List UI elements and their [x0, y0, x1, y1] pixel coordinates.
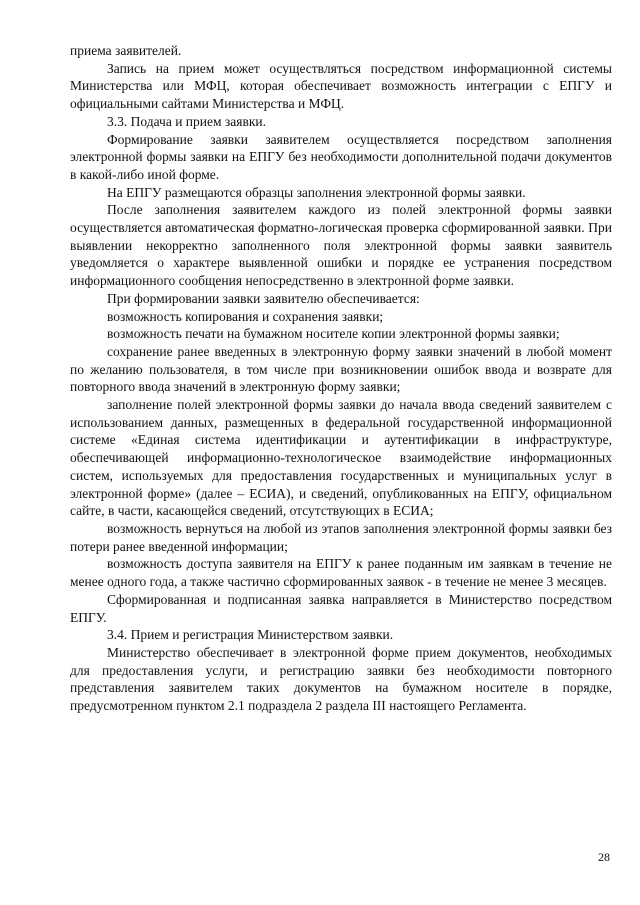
paragraph: сохранение ранее введенных в электронную форму заявки значений в любой момент по желанию пользователя, в том числе при возникновении ошибок ввода и возврате для повторного ввода значений в электронную форму заявки;: [70, 343, 612, 395]
paragraph: приема заявителей.: [70, 43, 182, 58]
paragraph: заполнение полей электронной формы заявки до начала ввода сведений заявителем с использованием данных, размещенных в федеральной государственной информационной системе «Единая система идентификации и аутентификации в инфраструктуре, обеспечивающей информационно-технологическое взаимодействие информационных систем, используемых для предоставления государственных и муниципальных услуг в электронной форме» (далее – ЕСИА), и сведений, опубликованных на ЕПГУ, официальном сайте, в части, касающейся сведений, отсутствующих в ЕСИА;: [70, 397, 612, 519]
paragraph: На ЕПГУ размещаются образцы заполнения электронной формы заявки.: [107, 184, 526, 200]
paragraph: Министерство обеспечивает в электронной форме прием документов, необходимых для предоставления услуги, и регистрацию заявки без необходимости повторного представления заявителем таких документов на бумажном носителе в порядке, предусмотренном пунктом 2.1 подраздела 2 раздела III настоящего Регламента.: [70, 644, 612, 714]
document-body: [70, 42, 612, 715]
paragraph: 3.4. Прием и регистрация Министерством заявки.: [107, 627, 394, 643]
paragraph: возможность доступа заявителя на ЕПГУ к ранее поданным им заявкам в течение не менее одного года, а также частично сформированных заявок - в течение не менее 3 месяцев.: [70, 556, 612, 590]
paragraph: возможность вернуться на любой из этапов заполнения электронной формы заявки без потери ранее введенной информации;: [70, 520, 612, 554]
page-number: 28: [598, 850, 610, 864]
paragraph: Формирование заявки заявителем осуществляется посредством заполнения электронной формы заявки на ЕПГУ без необходимости дополнительной подачи документов в какой-либо иной форме.: [70, 131, 612, 182]
paragraph: После заполнения заявителем каждого из полей электронной формы заявки осуществляется автоматическая форматно-логическая проверка сформированной заявки. При выявлении некорректно заполненного поля электронной формы заявки заявитель уведомляется о характере выявленной ошибки и порядке ее устранения посредством информационного сообщения непосредственно в электронной форме заявки.: [70, 202, 612, 289]
paragraph: При формировании заявки заявителю обеспечивается:: [107, 290, 420, 306]
paragraph: 3.3. Подача и прием заявки.: [107, 113, 266, 129]
paragraph: возможность печати на бумажном носителе копии электронной формы заявки;: [107, 326, 560, 342]
paragraph: Запись на прием может осуществляться посредством информационной системы Министерства или МФЦ, которая обеспечивает возможность интеграции с ЕПГУ и официальными сайтами Министерства и МФЦ.: [70, 60, 612, 112]
paragraph: Сформированная и подписанная заявка направляется в Министерство посредством ЕПГУ.: [70, 591, 612, 625]
paragraph: возможность копирования и сохранения заявки;: [107, 308, 384, 324]
